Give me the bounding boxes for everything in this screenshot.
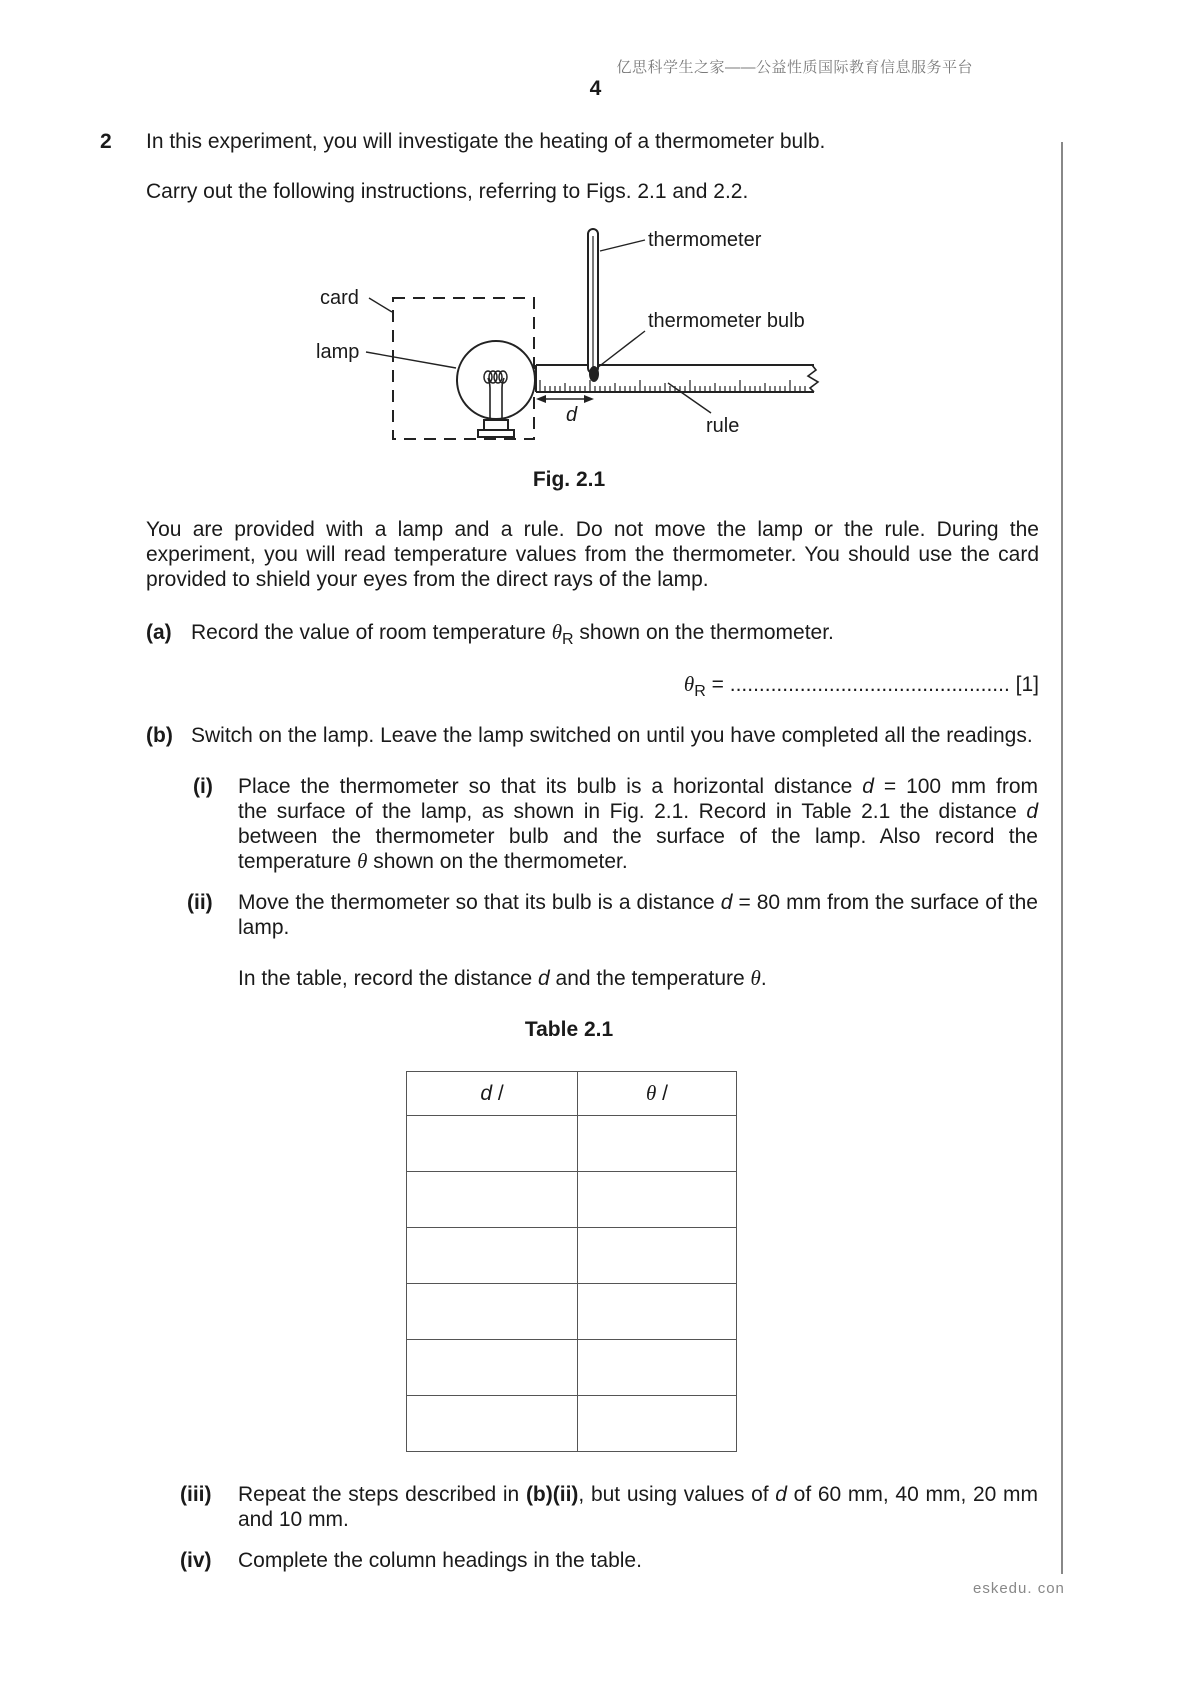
- table-row: [407, 1340, 737, 1396]
- footer-site: eskedu. con: [973, 1580, 1065, 1597]
- table-caption: Table 2.1: [524, 1018, 614, 1041]
- question-number: 2: [100, 130, 112, 153]
- table-row: [407, 1284, 737, 1340]
- table-cell-d[interactable]: [407, 1228, 578, 1284]
- lamp-cap: [484, 420, 508, 430]
- part-b-iii-label: (iii): [180, 1483, 212, 1506]
- part-b-label: (b): [146, 724, 173, 747]
- table-row: [407, 1172, 737, 1228]
- header-watermark: 亿思科学生之家——公益性质国际教育信息服务平台: [616, 59, 973, 76]
- results-table: [406, 1071, 737, 1452]
- part-b-iii-text: Repeat the steps described in (b)(ii), but using values of d of 60 mm, 40 mm, 20 mm and 10 mm.: [238, 1483, 1038, 1531]
- question-intro: In this experiment, you will investigate the heating of a thermometer bulb.: [146, 130, 826, 153]
- table-cell-theta[interactable]: [578, 1228, 737, 1284]
- part-b-ii-label: (ii): [187, 891, 213, 914]
- page-number: 4: [589, 77, 602, 100]
- rule-break: [808, 365, 818, 392]
- table-cell-theta[interactable]: [578, 1340, 737, 1396]
- label-card: card: [320, 287, 359, 309]
- label-d: d: [566, 404, 578, 426]
- part-b-ii-record: In the table, record the distance d and the temperature θ.: [238, 966, 767, 990]
- answer-dots[interactable]: ................................................: [729, 673, 1010, 696]
- part-b-ii-text: Move the thermometer so that its bulb is a distance d = 80 mm from the surface of the lamp.: [238, 891, 1038, 939]
- table-cell-d[interactable]: [407, 1396, 578, 1452]
- table-row: [407, 1228, 737, 1284]
- part-b-iv-text: Complete the column headings in the table.: [238, 1549, 642, 1572]
- table-cell-d[interactable]: [407, 1284, 578, 1340]
- question-instructions: Carry out the following instructions, referring to Figs. 2.1 and 2.2.: [146, 180, 749, 203]
- part-b-i-label: (i): [193, 775, 213, 798]
- table-cell-theta[interactable]: [578, 1172, 737, 1228]
- provided-text: You are provided with a lamp and a rule. Do not move the lamp or the rule. During the experiment, you will read temperature values from the thermometer. You should use the card provided to shield your eyes from the direct rays of the lamp.: [146, 518, 1039, 591]
- lamp-base: [478, 430, 514, 437]
- table-cell-theta[interactable]: [578, 1116, 737, 1172]
- label-thermometer: thermometer: [648, 229, 762, 251]
- table-row: [407, 1116, 737, 1172]
- part-b-text: Switch on the lamp. Leave the lamp switched on until you have completed all the readings.: [191, 724, 1033, 747]
- label-rule: rule: [706, 415, 740, 437]
- label-lamp: lamp: [316, 341, 360, 363]
- part-b-i-text: Place the thermometer so that its bulb is a horizontal distance d = 100 mm from the surface of the lamp, as shown in Fig. 2.1. Record in Table 2.1 the distance d between the thermometer bulb and the surface of the lamp. Also record the temperature θ shown on the thermometer.: [238, 775, 1038, 873]
- table-row: [407, 1396, 737, 1452]
- figure-2-1: [0, 0, 1191, 470]
- table-cell-d[interactable]: [407, 1116, 578, 1172]
- marks-a: [1]: [1015, 673, 1039, 696]
- figure-caption: Fig. 2.1: [532, 468, 606, 491]
- table-cell-d[interactable]: [407, 1172, 578, 1228]
- part-a-text: Record the value of room temperature $\theta_R$ shown on the thermometer.: [191, 620, 834, 648]
- column-header-d[interactable]: d /: [407, 1072, 578, 1116]
- table-cell-d[interactable]: [407, 1340, 578, 1396]
- table-cell-theta[interactable]: [578, 1284, 737, 1340]
- table-cell-theta[interactable]: [578, 1396, 737, 1452]
- part-a-label: (a): [146, 621, 172, 644]
- label-thermometer-bulb: thermometer bulb: [648, 310, 805, 332]
- column-header-theta[interactable]: θ /: [578, 1072, 737, 1116]
- part-b-iv-label: (iv): [180, 1549, 212, 1572]
- part-a-answer-line: $\theta_R$ = ................................................ [1]: [683, 672, 1039, 700]
